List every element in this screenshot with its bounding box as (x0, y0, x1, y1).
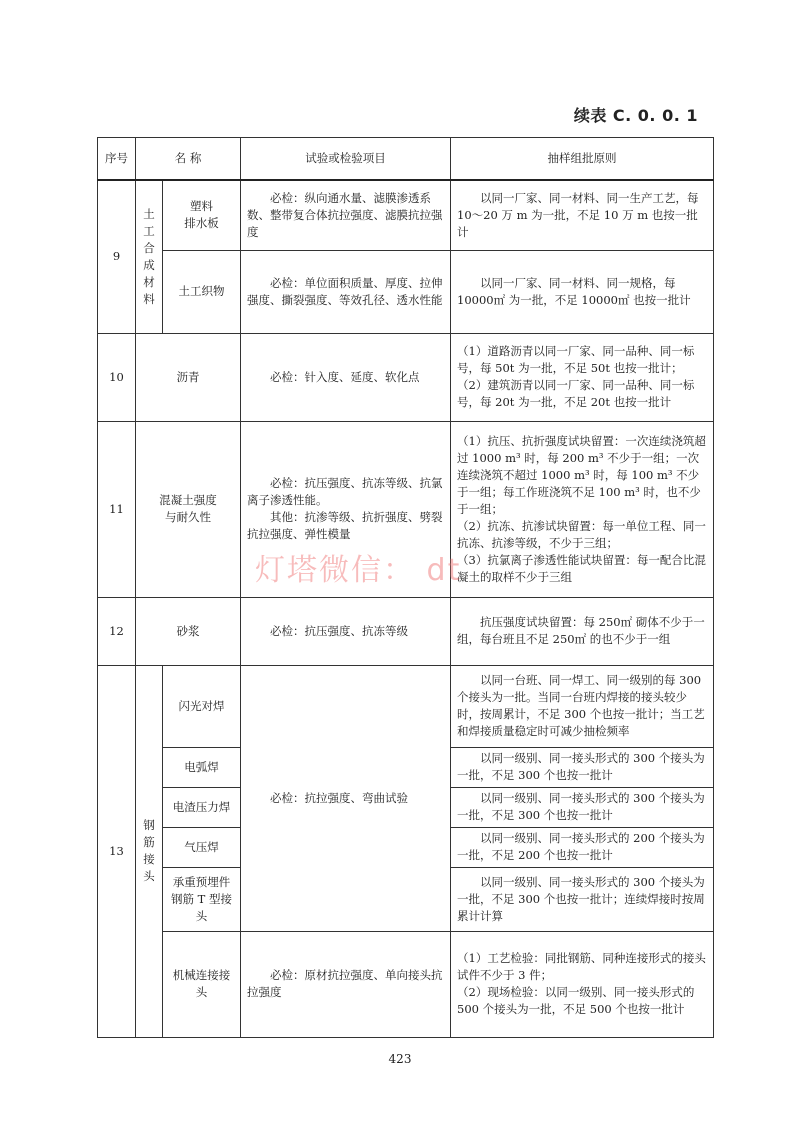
table-header-row (98, 138, 714, 181)
name-cell: 机械连接接 头 (163, 931, 241, 1037)
category-cell: 土 工 合 成 材 料 (136, 180, 163, 333)
principle-cell: （1）抗压、抗折强度试块留置：一次连续浇筑超过 1000 m³ 时，每 200 m³ 不少于一组；一次连续浇筑不超过 1000 m³ 时，每 100 m³ 不少于一组；每工作班浇筑不足 100 m³ 时，也不少于一组； （2）抗冻、抗渗试块留置：每一单位工程、同一抗冻、抗渗等级，不少于三组； （3）抗氯离子渗透性能试块留置：每一配合比混凝土的取样不少于三组 (451, 421, 714, 597)
name-cell: 电弧焊 (163, 747, 241, 787)
seq-cell: 10 (98, 333, 136, 421)
seq-cell: 11 (98, 421, 136, 597)
seq-cell: 9 (98, 180, 136, 333)
name-cell: 砂浆 (136, 597, 241, 665)
header-seq: 序号 (98, 138, 136, 181)
sampling-table (97, 137, 714, 1038)
principle-cell: （1）工艺检验：同批钢筋、同种连接形式的接头试件不少于 3 件； （2）现场检验：以同一级别、同一接头形式的 500 个接头为一批，不足 500 个也按一批计 (451, 931, 714, 1037)
items-cell: 必检：抗拉强度、弯曲试验 (241, 665, 451, 931)
header-principle: 抽样组批原则 (451, 138, 714, 181)
table-row (98, 665, 714, 747)
table-row (98, 597, 714, 665)
items-cell: 必检：抗压强度、抗冻等级 (241, 597, 451, 665)
principle-cell: （1）道路沥青以同一厂家、同一品种、同一标号，每 50t 为一批，不足 50t 也按一批计； （2）建筑沥青以同一厂家、同一品种、同一标号，每 20t 为一批，不足 20t 也按一批计 (451, 333, 714, 421)
name-cell: 沥青 (136, 333, 241, 421)
items-cell: 必检：针入度、延度、软化点 (241, 333, 451, 421)
name-cell: 塑料 排水板 (163, 180, 241, 250)
name-cell: 电渣压力焊 (163, 787, 241, 827)
watermark-text: 灯塔微信： dt (255, 553, 462, 588)
principle-cell: 以同一厂家、同一材料、同一生产工艺，每 10～20 万 m 为一批，不足 10 万 m 也按一批计 (451, 180, 714, 250)
header-items: 试验或检验项目 (241, 138, 451, 181)
principle-cell: 以同一级别、同一接头形式的 300 个接头为一批，不足 300 个也按一批计 (451, 747, 714, 787)
name-cell: 气压焊 (163, 827, 241, 867)
items-cell: 必检：单位面积质量、厚度、拉伸强度、撕裂强度、等效孔径、透水性能 (241, 250, 451, 333)
table-row (98, 421, 714, 597)
items-cell: 必检：纵向通水量、滤膜渗透系数、整带复合体抗拉强度、滤膜抗拉强度 (241, 180, 451, 250)
header-name: 名 称 (136, 138, 241, 181)
name-cell: 闪光对焊 (163, 665, 241, 747)
principle-cell: 以同一厂家、同一材料、同一规格，每 10000㎡ 为一批，不足 10000㎡ 也按一批计 (451, 250, 714, 333)
table-row (98, 180, 714, 250)
principle-cell: 抗压强度试块留置：每 250㎡ 砌体不少于一组，每台班且不足 250㎡ 的也不少于一组 (451, 597, 714, 665)
principle-cell: 以同一台班、同一焊工、同一级别的每 300 个接头为一批。当同一台班内焊接的接头较少时，按周累计，不足 300 个也按一批计；当工艺和焊接质量稳定时可减少抽检频率 (451, 665, 714, 747)
table-row (98, 250, 714, 333)
continued-table-title: 续表 C. 0. 0. 1 (573, 106, 698, 125)
principle-cell: 以同一级别、同一接头形式的 300 个接头为一批，不足 300 个也按一批计；连续焊接时按周累计计算 (451, 867, 714, 931)
principle-cell: 以同一级别、同一接头形式的 300 个接头为一批，不足 300 个也按一批计 (451, 787, 714, 827)
seq-cell: 12 (98, 597, 136, 665)
name-cell: 土工织物 (163, 250, 241, 333)
name-cell: 承重预埋件 钢筋 T 型接 头 (163, 867, 241, 931)
category-cell: 钢 筋 接 头 (136, 665, 163, 1037)
table-row (98, 333, 714, 421)
items-cell: 必检：原材抗拉强度、单向接头抗拉强度 (241, 931, 451, 1037)
items-cell: 必检：抗压强度、抗冻等级、抗氯离子渗透性能。 其他：抗渗等级、抗折强度、劈裂抗拉强度、弹性模量 (241, 421, 451, 597)
table-row (98, 931, 714, 1037)
name-cell: 混凝土强度 与耐久性 (136, 421, 241, 597)
principle-cell: 以同一级别、同一接头形式的 200 个接头为一批，不足 200 个也按一批计 (451, 827, 714, 867)
page-number: 423 (388, 1052, 412, 1066)
seq-cell: 13 (98, 665, 136, 1037)
